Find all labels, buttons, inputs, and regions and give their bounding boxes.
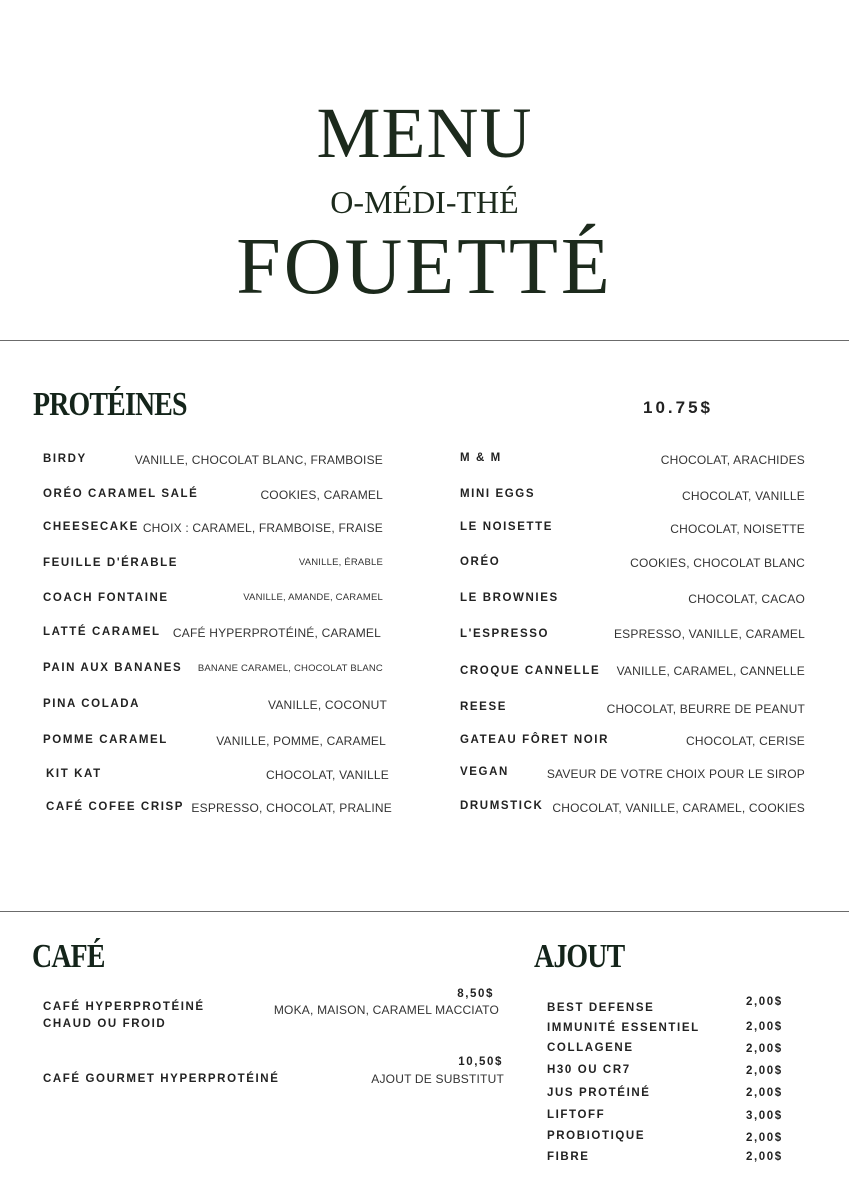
item-desc: VANILLE, ÉRABLE bbox=[298, 557, 383, 568]
ajout-item-price: 2,00$ bbox=[746, 1065, 783, 1077]
item-name: LE BROWNIES bbox=[460, 592, 559, 604]
item-desc: VANILLE, POMME, CARAMEL bbox=[216, 734, 386, 748]
item-name: FEUILLE D'ÉRABLE bbox=[43, 557, 179, 569]
item-name: POMME CARAMEL bbox=[43, 734, 168, 746]
ajout-item-name: JUS PROTÉINÉ bbox=[547, 1087, 651, 1099]
item-name: L'ESPRESSO bbox=[460, 628, 550, 640]
ajout-item-price: 2,00$ bbox=[746, 1132, 783, 1144]
ajout-item-price: 2,00$ bbox=[746, 1043, 783, 1055]
ajout-title: AJOUT bbox=[534, 938, 625, 975]
divider-top bbox=[0, 340, 849, 341]
item-name: DRUMSTICK bbox=[460, 800, 544, 812]
item-name: LATTÉ CARAMEL bbox=[43, 626, 161, 638]
proteines-price: 10.75$ bbox=[643, 398, 713, 417]
item-desc: SAVEUR DE VOTRE CHOIX POUR LE SIROP bbox=[546, 767, 805, 781]
item-name: CHEESECAKE bbox=[43, 521, 139, 533]
item-desc: COOKIES, CHOCOLAT BLANC bbox=[630, 556, 805, 570]
item-desc: CAFÉ HYPERPROTÉINÉ, CARAMEL bbox=[172, 626, 381, 640]
item-desc: VANILLE, COCONUT bbox=[268, 698, 387, 712]
item-name: VEGAN bbox=[460, 766, 509, 778]
item-desc: CHOCOLAT, VANILLE, CARAMEL, COOKIES bbox=[552, 801, 805, 815]
item-name: LE NOISETTE bbox=[460, 521, 553, 533]
item-desc: VANILLE, CHOCOLAT BLANC, FRAMBOISE bbox=[134, 453, 383, 467]
item-desc: ESPRESSO, CHOCOLAT, PRALINE bbox=[191, 801, 392, 815]
item-name: M & M bbox=[460, 452, 502, 464]
ajout-item-name: IMMUNITÉ ESSENTIEL bbox=[547, 1022, 700, 1034]
item-name: BIRDY bbox=[43, 453, 87, 465]
item-name: PINA COLADA bbox=[43, 698, 141, 710]
item-desc: CHOIX : CARAMEL, FRAMBOISE, FRAISE bbox=[142, 521, 383, 535]
cafe-item-desc: MOKA, MAISON, CARAMEL MACCIATO bbox=[273, 1003, 499, 1017]
item-desc: CHOCOLAT, VANILLE bbox=[266, 768, 389, 782]
cafe-item-price: 10,50$ bbox=[458, 1056, 503, 1068]
item-desc: CHOCOLAT, NOISETTE bbox=[670, 522, 805, 536]
item-name: KIT KAT bbox=[46, 768, 102, 780]
item-name: CROQUE CANNELLE bbox=[460, 665, 601, 677]
ajout-item-price: 3,00$ bbox=[746, 1110, 783, 1122]
menu-subtitle: O-MÉDI-THÉ bbox=[330, 184, 519, 220]
item-desc: CHOCOLAT, CACAO bbox=[688, 592, 805, 606]
ajout-item-price: 2,00$ bbox=[746, 1151, 783, 1163]
brand-title: FOUETTÉ bbox=[236, 223, 613, 311]
menu-title: MENU bbox=[316, 93, 533, 173]
ajout-item-name: FIBRE bbox=[547, 1151, 590, 1163]
item-desc: COOKIES, CARAMEL bbox=[260, 488, 383, 502]
cafe-item-desc: AJOUT DE SUBSTITUT bbox=[371, 1072, 504, 1086]
item-desc: VANILLE, CARAMEL, CANNELLE bbox=[616, 664, 805, 678]
cafe-item-name-line2: CHAUD OU FROID bbox=[43, 1018, 167, 1030]
item-name: PAIN AUX BANANES bbox=[43, 662, 183, 674]
ajout-item-price: 2,00$ bbox=[746, 996, 783, 1008]
item-desc: CHOCOLAT, CERISE bbox=[686, 734, 805, 748]
item-desc: CHOCOLAT, VANILLE bbox=[682, 489, 805, 503]
ajout-item-name: PROBIOTIQUE bbox=[547, 1130, 646, 1142]
item-name: ORÉO bbox=[460, 556, 501, 568]
ajout-item-name: H30 OU CR7 bbox=[547, 1064, 631, 1076]
ajout-item-name: COLLAGENE bbox=[547, 1042, 634, 1054]
item-name: CAFÉ COFEE CRISP bbox=[46, 801, 185, 813]
item-desc: VANILLE, AMANDE, CARAMEL bbox=[243, 592, 383, 603]
item-desc: CHOCOLAT, ARACHIDES bbox=[660, 453, 805, 467]
item-desc: CHOCOLAT, BEURRE DE PEANUT bbox=[606, 702, 805, 716]
ajout-item-price: 2,00$ bbox=[746, 1087, 783, 1099]
cafe-item-price: 8,50$ bbox=[457, 988, 494, 1000]
ajout-item-name: BEST DEFENSE bbox=[547, 1002, 655, 1014]
item-name: MINI EGGS bbox=[460, 488, 536, 500]
item-name: COACH FONTAINE bbox=[43, 592, 169, 604]
cafe-title: CAFÉ bbox=[32, 938, 105, 975]
item-name: GATEAU FÔRET NOIR bbox=[460, 734, 610, 746]
cafe-item-name: CAFÉ GOURMET HYPERPROTÉINÉ bbox=[43, 1073, 280, 1085]
proteines-title: PROTÉINES bbox=[33, 386, 187, 423]
ajout-item-name: LIFTOFF bbox=[547, 1109, 606, 1121]
ajout-item-price: 2,00$ bbox=[746, 1021, 783, 1033]
item-name: ORÉO CARAMEL SALÉ bbox=[43, 488, 199, 500]
item-desc: BANANE CARAMEL, CHOCOLAT BLANC bbox=[197, 663, 383, 674]
divider-middle bbox=[0, 911, 849, 912]
item-desc: ESPRESSO, VANILLE, CARAMEL bbox=[613, 627, 805, 641]
item-name: REESE bbox=[460, 701, 507, 713]
cafe-item-name: CAFÉ HYPERPROTÉINÉ bbox=[43, 1001, 205, 1013]
